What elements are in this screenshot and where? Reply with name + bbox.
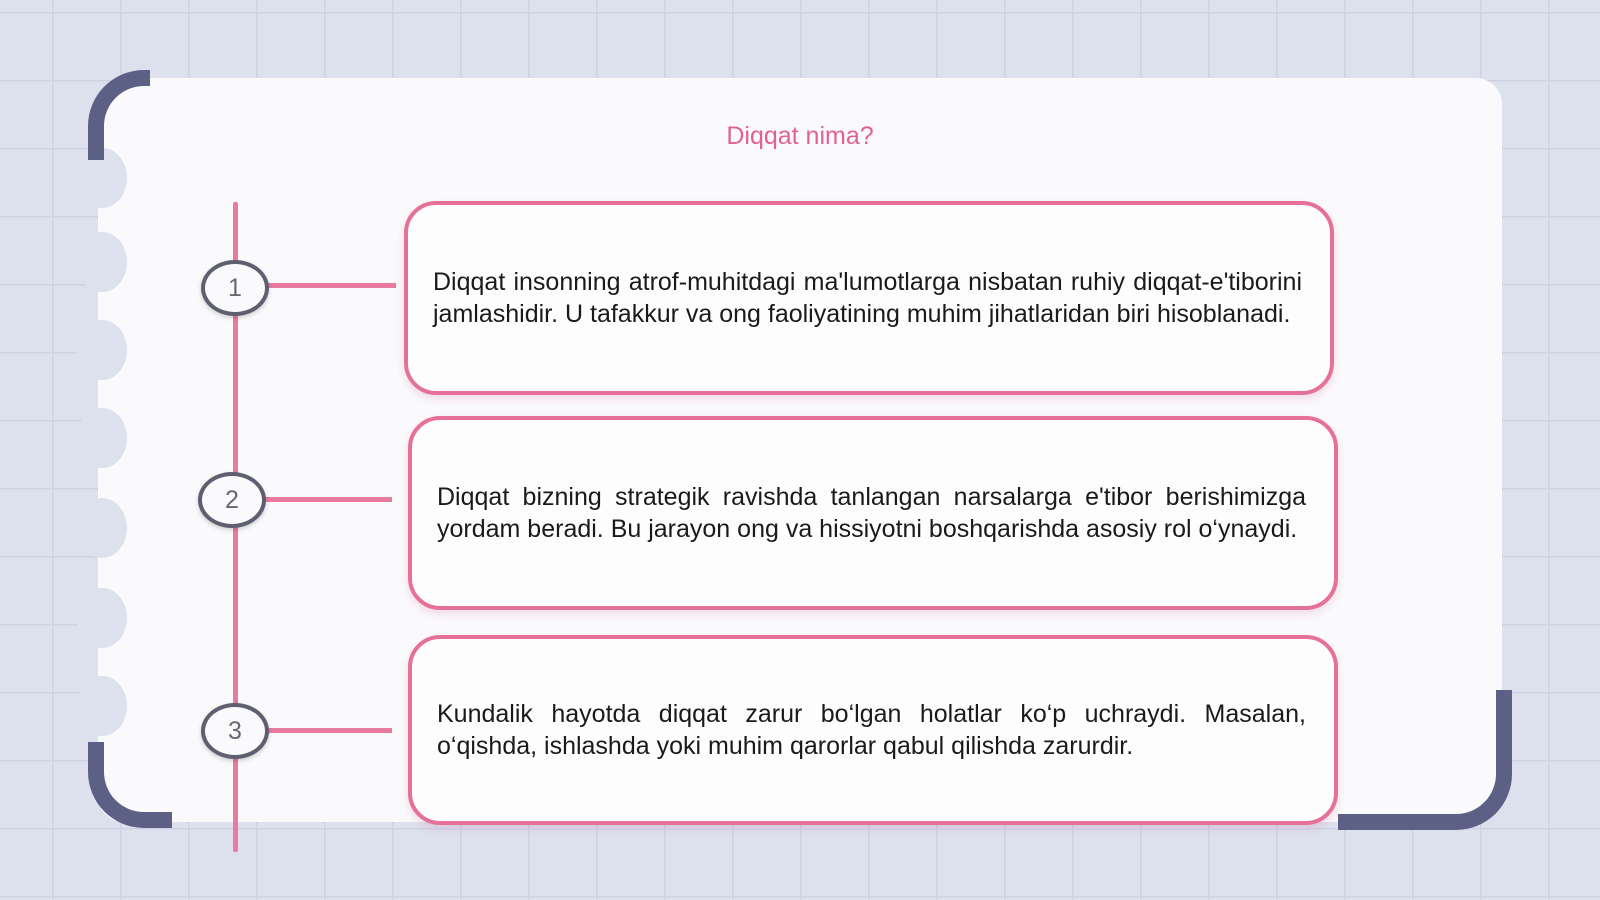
step-card-3: [408, 635, 1338, 825]
step-card-2: [408, 416, 1338, 610]
step-text-1: Diqqat insonning atrof-muhitdagi ma'lumotlarga nisbatan ruhiy diqqat-e'tiborini jamlashidir. U tafakkur va ong faoliyatining muhim jihatlaridan biri hisoblanadi.: [433, 268, 1302, 328]
paper-notch: [77, 588, 127, 648]
step-number-1: 1: [201, 260, 269, 316]
slide-title: Diqqat nima?: [726, 122, 874, 150]
step-connector: [266, 728, 392, 733]
step-card-1: [404, 201, 1334, 395]
paper-notch: [77, 676, 127, 736]
step-text-3: Kundalik hayotda diqqat zarur bo‘lgan holatlar ko‘p uchraydi. Masalan, o‘qishda, ishlashda yoki muhim qarorlar qabul qilishda zarurdir.: [437, 700, 1306, 760]
paper-notch: [77, 408, 127, 468]
step-number-2: 2: [198, 472, 266, 528]
step-number-3: 3: [201, 703, 269, 759]
step-text-2: Diqqat bizning strategik ravishda tanlangan narsalarga e'tibor berishimizga yordam beradi. Bu jarayon ong va hissiyotni boshqarishda asosiy rol o‘ynaydi.: [437, 483, 1306, 543]
frame-corner-bottom-left: [88, 742, 172, 828]
step-connector: [266, 283, 396, 288]
step-connector: [262, 497, 392, 502]
paper-notch: [77, 498, 127, 558]
paper-notch: [77, 320, 127, 380]
paper-notch: [77, 232, 127, 292]
frame-corner-bottom-right: [1338, 690, 1512, 830]
